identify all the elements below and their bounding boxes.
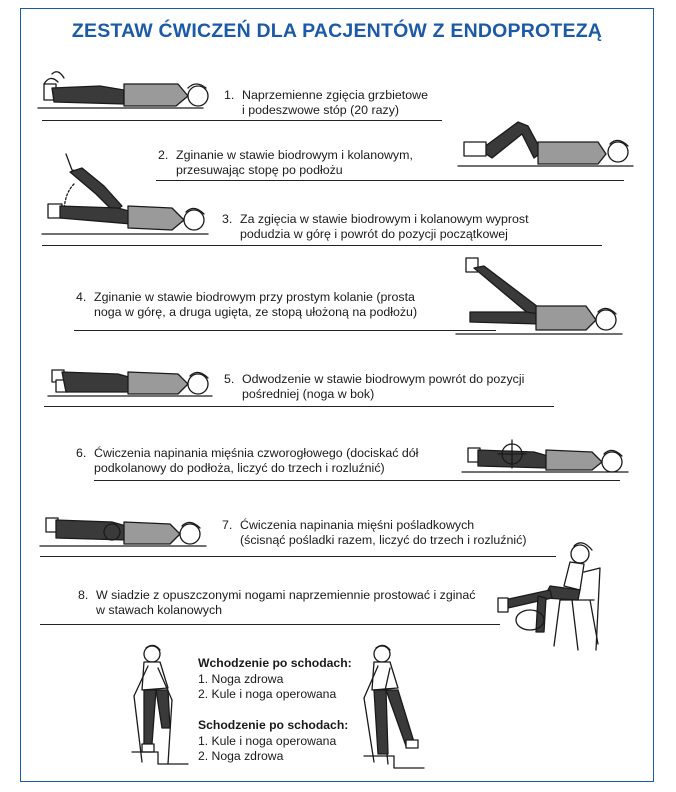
exercise-text-line1: Naprzemienne zgięcia grzbietowe bbox=[242, 88, 428, 102]
exercise-text-line1: Odwodzenie w stawie biodrowym powrót do pozycji bbox=[242, 372, 525, 386]
exercise-text-line2: przesuwając stopę po podłożu bbox=[176, 163, 343, 177]
exercise-text-line1: Za zgięcia w stawie biodrowym i kolanowym wyprost bbox=[240, 212, 529, 226]
exercise-text-line1: Zginanie w stawie biodrowym i kolanowym, bbox=[176, 148, 413, 162]
exercise-text-line2: (ścisnąć pośladki razem, liczyć do trzech i rozluźnić) bbox=[240, 533, 527, 547]
divider-line bbox=[94, 480, 620, 481]
divider-line bbox=[44, 406, 554, 407]
exercise-6 bbox=[76, 446, 418, 476]
exercise-4 bbox=[76, 290, 417, 320]
figure-straight-leg-raise bbox=[456, 250, 626, 344]
divider-line bbox=[156, 180, 624, 181]
figure-knee-bend-slide bbox=[458, 112, 638, 174]
exercise-text-line2: pośredniej (noga w bok) bbox=[242, 387, 375, 401]
exercise-number: 3. bbox=[222, 212, 233, 226]
exercise-text-line2: podkolanowy do podłoża, liczyć do trzech i rozluźnić) bbox=[94, 461, 385, 475]
exercise-number: 2. bbox=[158, 148, 169, 162]
exercise-text-line1: Zginanie w stawie biodrowym przy prostym kolanie (prosta bbox=[94, 290, 415, 304]
exercise-number: 5. bbox=[224, 372, 235, 386]
exercise-text-line1: Ćwiczenia napinania mięśnia czworogłowego (dociskać dół bbox=[94, 446, 419, 460]
page-title: ZESTAW ĆWICZEŃ DLA PACJENTÓW Z ENDOPROTEZĄ bbox=[71, 20, 603, 42]
figure-knee-extension bbox=[42, 150, 212, 242]
stairs-up-step-1: 1. Noga zdrowa bbox=[198, 671, 284, 686]
exercise-number: 4. bbox=[76, 290, 87, 304]
stairs-down-heading: Schodzenie po schodach: bbox=[198, 718, 349, 732]
exercise-1 bbox=[224, 88, 428, 118]
stairs-down-step-1: 1. Kule i noga operowana bbox=[198, 733, 337, 748]
figure-glute-sets bbox=[40, 506, 208, 552]
divider-line bbox=[42, 245, 602, 246]
stairs-down-block bbox=[198, 718, 348, 765]
exercise-number: 6. bbox=[76, 446, 87, 460]
figure-hip-abduction bbox=[48, 358, 214, 402]
exercise-text-line2: noga w górę, a druga ugięta, ze stopą ułożoną na podłożu) bbox=[94, 305, 418, 319]
exercise-3 bbox=[222, 212, 529, 242]
figure-seated-knee-extension bbox=[494, 540, 606, 652]
divider-line bbox=[42, 120, 442, 121]
exercise-number: 7. bbox=[222, 518, 233, 532]
exercise-text-line1: Ćwiczenia napinania mięśni pośladkowych bbox=[240, 518, 475, 532]
exercise-number: 1. bbox=[224, 88, 235, 102]
stairs-down-step-2: 2. Noga zdrowa bbox=[198, 749, 284, 763]
figure-lying-ankle-pumps bbox=[38, 66, 208, 116]
stairs-up-step-2: 2. Kule i noga operowana bbox=[198, 687, 337, 701]
divider-line bbox=[40, 556, 556, 557]
stairs-up-block bbox=[198, 656, 352, 703]
stairs-up-heading: Wchodzenie po schodach: bbox=[198, 656, 352, 670]
exercise-number: 8. bbox=[78, 588, 89, 602]
exercise-text-line2: i podeszwowe stóp (20 razy) bbox=[242, 103, 400, 117]
figure-stairs-up bbox=[128, 644, 194, 772]
figure-stairs-down bbox=[358, 644, 428, 772]
figure-quad-sets bbox=[462, 432, 630, 476]
exercise-text-line2: podudzia w górę i powrót do pozycji początkowej bbox=[240, 227, 508, 241]
exercise-5 bbox=[224, 372, 524, 402]
exercise-8 bbox=[78, 588, 475, 618]
exercise-7 bbox=[222, 518, 526, 548]
divider-line bbox=[74, 330, 496, 331]
divider-line bbox=[40, 624, 500, 625]
exercise-text-line1: W siadzie z opuszczonymi nogami naprzemiennie prostować i zginać bbox=[96, 588, 476, 602]
exercise-text-line2: w stawach kolanowych bbox=[96, 603, 223, 617]
